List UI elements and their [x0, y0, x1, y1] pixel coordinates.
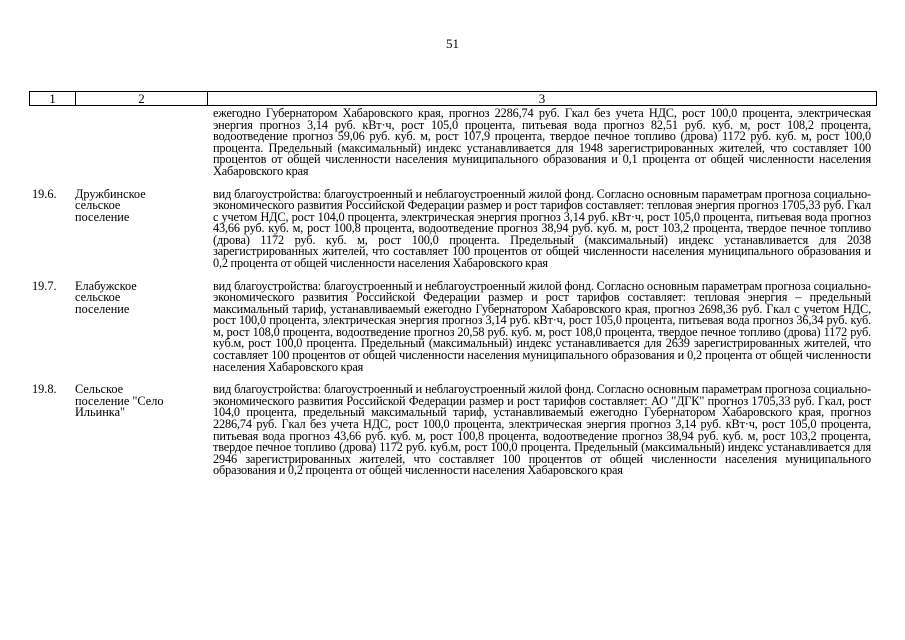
row-description: вид благоустройства: благоустроенный и неблагоустроенный жилой фонд. Согласно основным параметрам прогноза социально-экономического развития Российской Федерации размер и рост тарифов составляет: АО "ДГК" прогноз 1705,33 руб. Гкал, рост 104,0 процента, предельный максимальный тариф, устанавливаемый ежегодно Губернатором Хабаровского края, прогноз 2286,74 руб. Гкал без учета НДС, рост 100,0 процента, электрическая энергия прогноз 3,14 руб. кВт·ч, рост 105,0 процента, питьевая вода прогноз 43,66 руб. куб. м, рост 100,8 процента, водоотведение прогноз 38,94 руб. куб. м, рост 103,2 процента, твердое печное топливо (дрова) 1172 руб. куб.м, рост 100,0 процента. Предельный (максимальный) индекс устанавливается для 2946 зарегистрированных жителей, что составляет 100 процентов от общей численности населения муниципального образования и 0,2 процента от общей численности населения Хабаровского края: [213, 382, 871, 478]
table-row: [29, 278, 877, 374]
settlement-name-line: сельское: [75, 198, 121, 213]
settlement-name: [74, 186, 205, 270]
row-description: ежегодно Губернатором Хабаровского края, прогноз 2286,74 руб. Гкал без учета НДС, рост 100,0 процента, электрическая энергия прогноз 3,14 руб. кВт·ч, рост 105,0 процента, питьевая вода прогноз 82,51 руб. куб. м, рост 108,2 процента, водоотведение прогноз 59,06 руб. куб. м, рост 107,9 процента, твердое печное топливо (дрова) 1172 руб. куб. м, рост 100,0 процента. Предельный (максимальный) индекс устанавливается для 1948 зарегистрированных жителей, что составляет 100 процентов от общей численности населения муниципального образования и 0,1 процента от общей численности населения Хабаровского края: [213, 106, 871, 178]
row-number: 19.8.: [32, 382, 57, 397]
page-number: 51: [446, 36, 459, 51]
table-body: [29, 108, 877, 477]
column-header-row: [30, 92, 877, 106]
settlement-name-line: Сельское: [75, 382, 124, 397]
column-header-2: 2: [76, 92, 208, 106]
row-number: 19.6.: [32, 186, 57, 201]
settlement-name-line: поселение "Село: [75, 393, 164, 408]
column-header-table: [29, 91, 877, 106]
settlement-name-line: Ильинка": [75, 405, 126, 420]
settlement-name-line: поселение: [75, 301, 130, 316]
table-row: [29, 108, 877, 177]
settlement-name-line: сельское: [75, 290, 121, 305]
row-number: [29, 108, 74, 177]
table-row: [29, 384, 877, 476]
settlement-name-line: поселение: [75, 209, 130, 224]
row-description: вид благоустройства: благоустроенный и неблагоустроенный жилой фонд. Согласно основным параметрам прогноза социально-экономического развития Российской Федерации размер и рост тарифов составляет: тепловая энергия – предельный максимальный тариф, устанавливаемый ежегодно Губернатором Хабаровского края, прогноз 2698,36 руб. Гкал с учетом НДС, рост 100,0 процента, электрическая энергия прогноз 3,14 руб. кВт·ч, рост 105,0 процента, питьевая вода прогноз 36,34 руб. куб. м, рост 108,0 процента, водоотведение прогноз 20,58 руб. куб. м, рост 108,0 процента, твердое печное топливо (дрова) 1172 руб. куб.м, рост 100,0 процента. Предельный (максимальный) индекс устанавливается для 2639 зарегистрированных жителей, что составляет 100 процентов от общей численности населения муниципального образования и 0,2 процента от общей численности населения Хабаровского края: [213, 278, 871, 374]
settlement-name: [74, 278, 205, 373]
row-description: вид благоустройства: благоустроенный и неблагоустроенный жилой фонд. Согласно основным параметрам прогноза социально-экономического развития Российской Федерации размер и рост тарифов составляет: тепловая энергия прогноз 1705,33 руб. Гкал с учетом НДС, рост 104,0 процента, электрическая энергия прогноз 3,14 руб. кВт·ч, рост 105,0 процента, питьевая вода прогноз 43,66 руб. куб. м, рост 100,8 процента, водоотведение прогноз 38,94 руб. куб. м, рост 103,2 процента, твердое печное топливо (дрова) 1172 руб. куб. м, рост 100,0 процента. Предельный (максимальный) индекс устанавливается для 2038 зарегистрированных жителей, что составляет 100 процентов от общей численности населения муниципального образования и 0,2 процента от общей численности населения Хабаровского края: [213, 186, 871, 270]
settlement-name-line: Елабужское: [75, 278, 137, 293]
settlement-name: [74, 108, 205, 177]
row-number: 19.7.: [32, 278, 57, 293]
table-row: [29, 186, 877, 270]
settlement-name-line: Дружбинское: [75, 186, 146, 201]
column-header-3: 3: [208, 92, 877, 106]
column-header-1: 1: [30, 92, 76, 106]
settlement-name: [74, 384, 205, 476]
